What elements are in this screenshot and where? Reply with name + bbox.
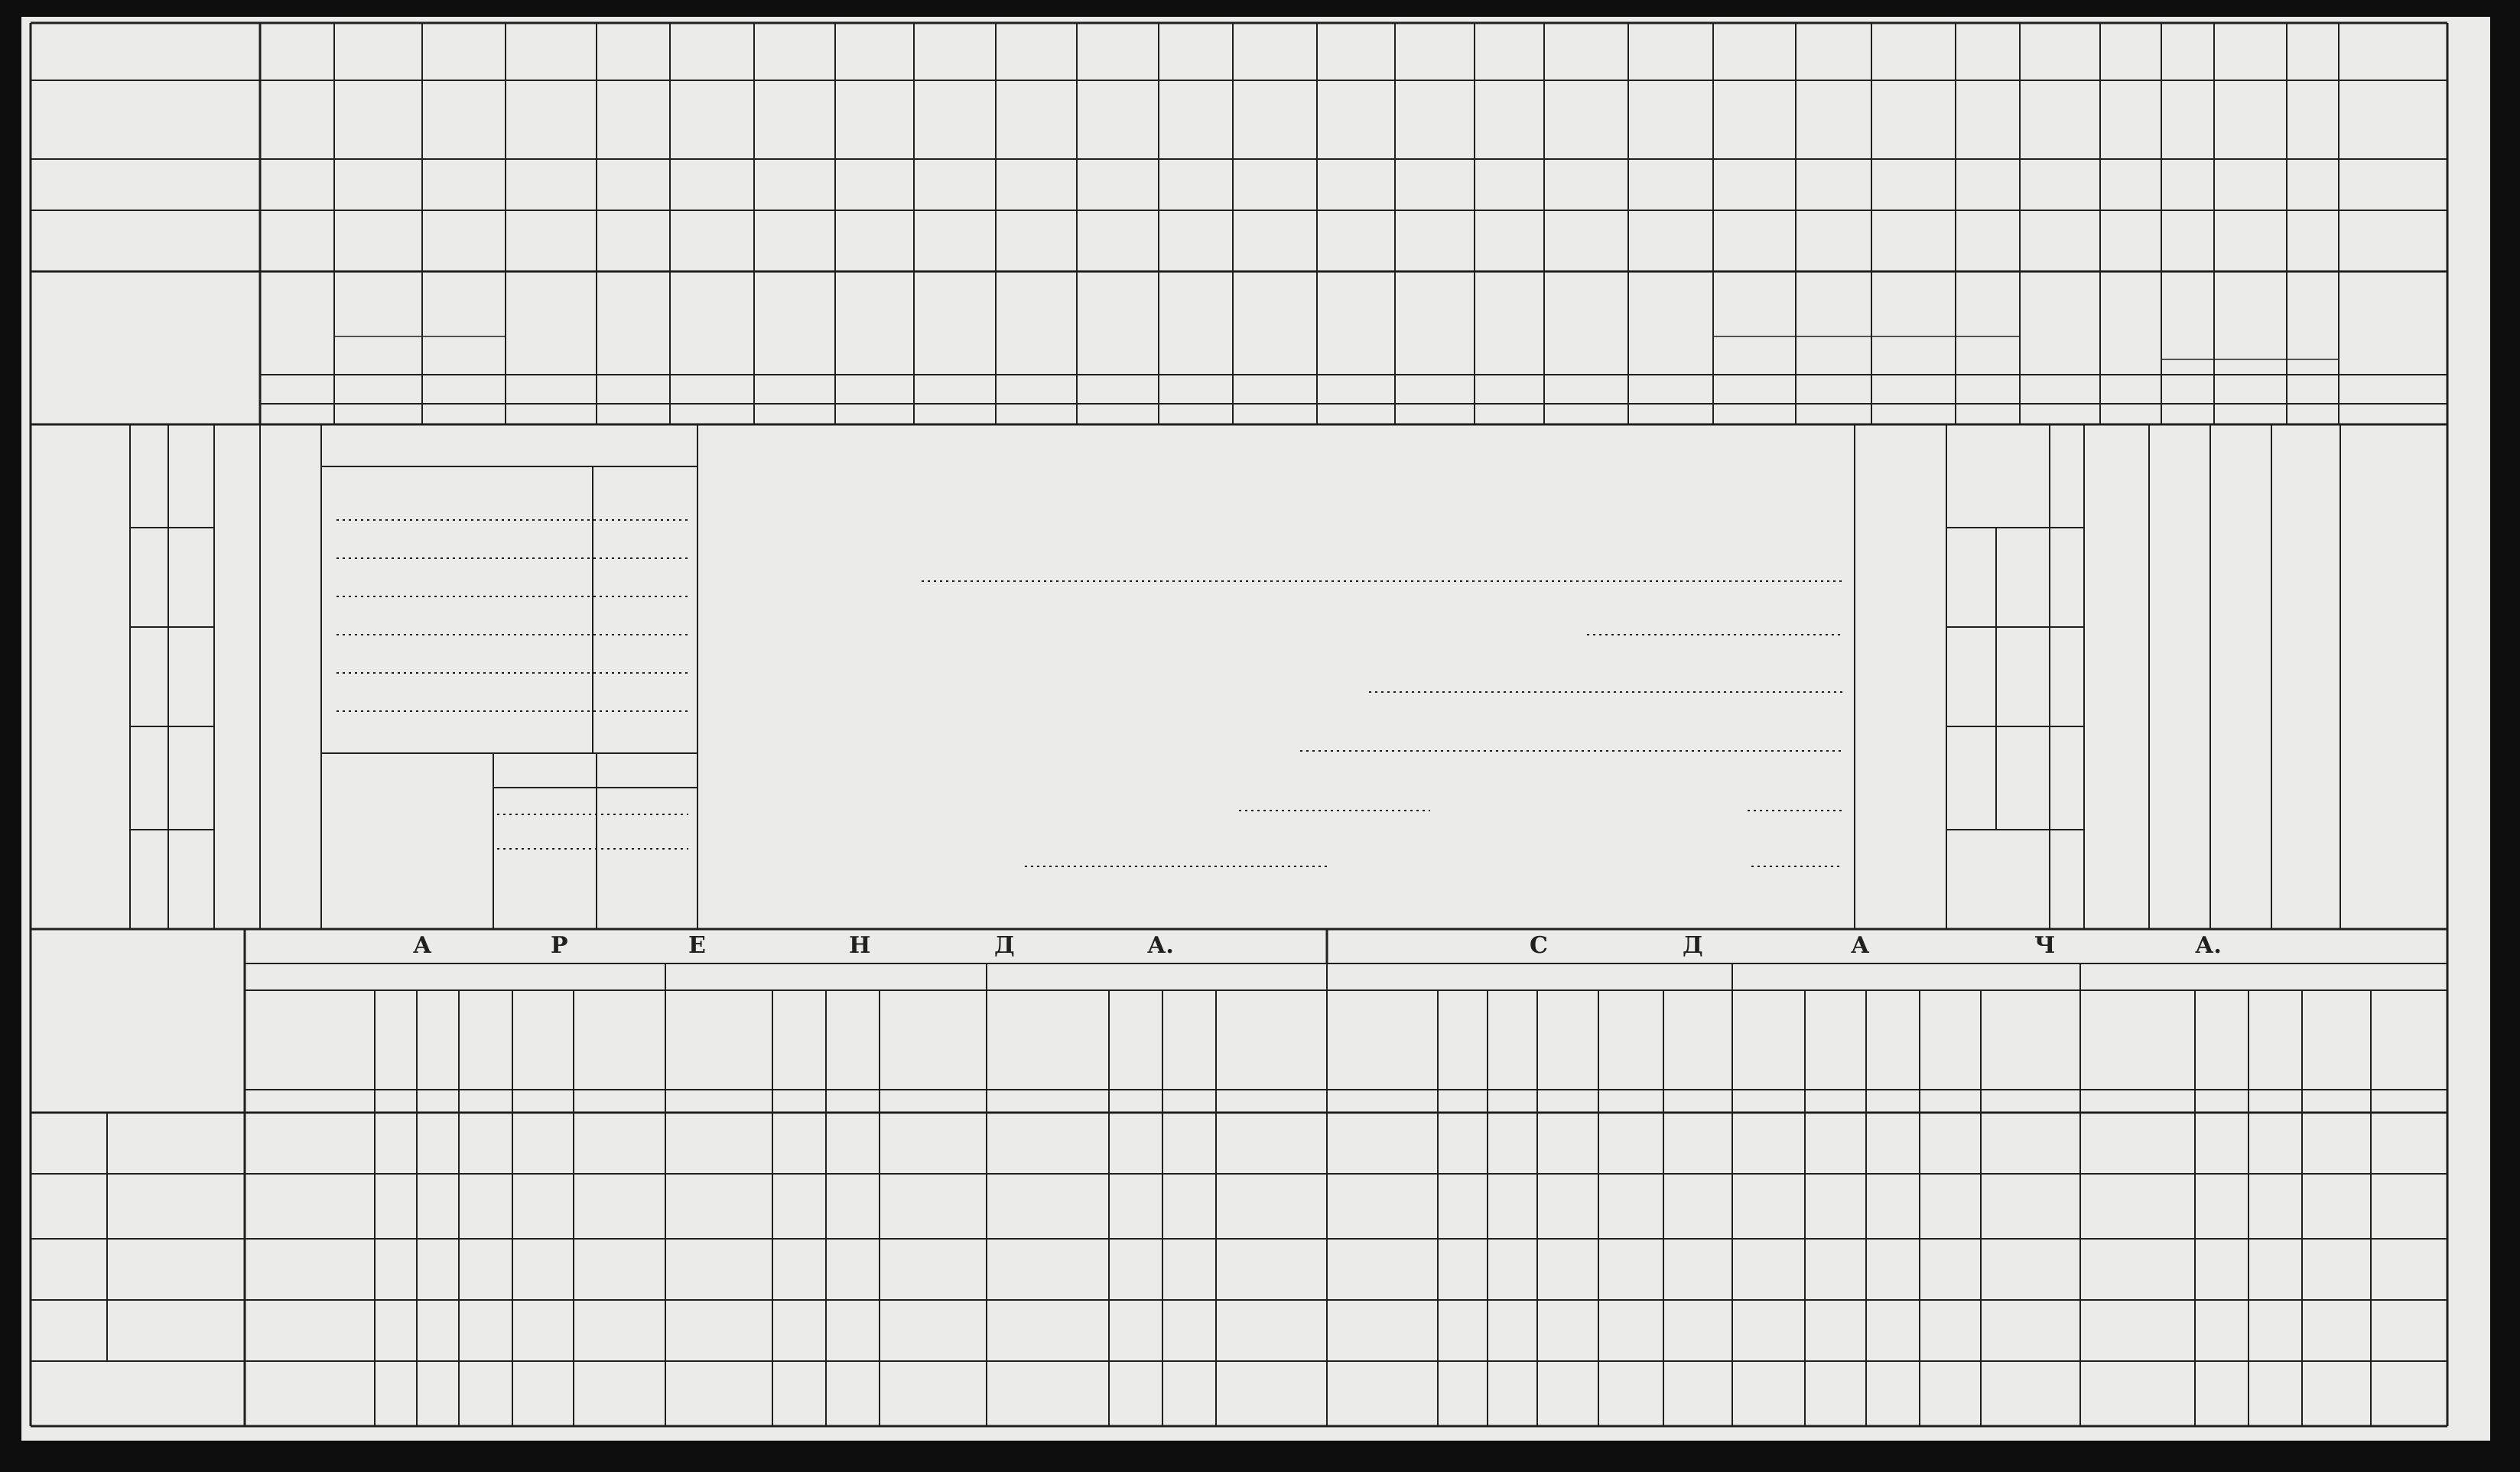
sdacha-letter: Д bbox=[1683, 932, 1703, 959]
census-card bbox=[21, 17, 2490, 1441]
form-grid-lines bbox=[21, 17, 2490, 1441]
sdacha-letter: Ч bbox=[2034, 932, 2056, 959]
arenda-letter: Е bbox=[688, 932, 706, 959]
arenda-letter: Н bbox=[849, 932, 871, 959]
arenda-letter: Д bbox=[994, 932, 1015, 959]
sdacha-letter: С bbox=[1530, 932, 1548, 959]
sdacha-letter: А. bbox=[2195, 932, 2222, 959]
arenda-letter: А bbox=[413, 932, 432, 959]
arenda-letter: Р bbox=[551, 932, 568, 959]
sdacha-letter: А bbox=[1851, 932, 1870, 959]
arenda-letter: А. bbox=[1147, 932, 1174, 959]
